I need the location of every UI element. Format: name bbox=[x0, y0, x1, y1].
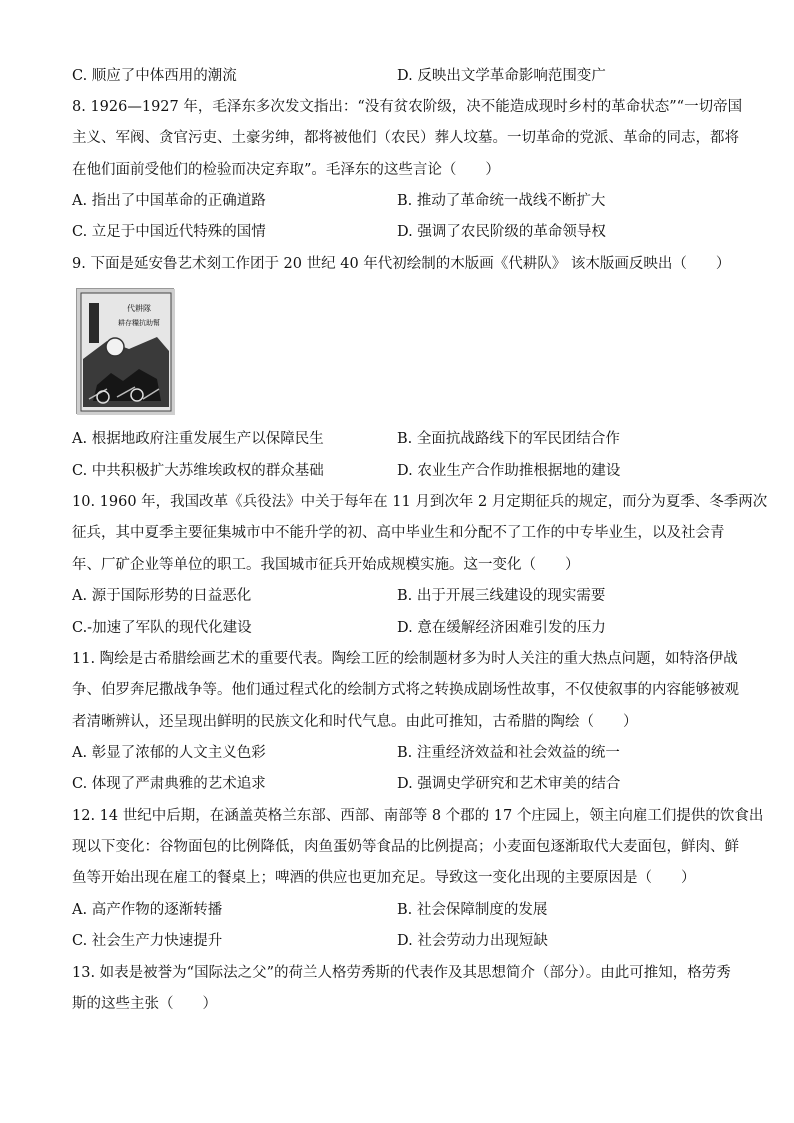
q11-stem-line-1: 11. 陶绘是古希腊绘画艺术的重要代表。陶绘工匠的绘制题材多为时人关注的重大热点问题，如特洛伊战 bbox=[72, 651, 738, 667]
q10-stem-line-3: 年、厂矿企业等单位的职工。我国城市征兵开始成规模实施。这一变化（ ） bbox=[72, 557, 580, 573]
q11-option-d: D. 强调史学研究和艺术审美的结合 bbox=[397, 776, 621, 792]
q10-option-b: B. 出于开展三线建设的现实需要 bbox=[397, 588, 606, 604]
q8-stem-line-1: 8. 1926—1927 年，毛泽东多次发文指出：“没有贫农阶级，决不能造成现时乡村的革命状态”“一切帝国 bbox=[72, 99, 743, 115]
q8-option-c: C. 立足于中国近代特殊的国情 bbox=[72, 224, 266, 240]
q11-stem-line-3: 者清晰辨认，还呈现出鲜明的民族文化和时代气息。由此可推知，古希腊的陶绘（ ） bbox=[72, 714, 638, 730]
q8-stem-line-2: 主义、军阀、贪官污吏、土豪劣绅，都将被他们（农民）葬人坟墓。一切革命的党派、革命的同志，都将 bbox=[72, 130, 739, 146]
q12-option-d: D. 社会劳动力出现短缺 bbox=[397, 933, 548, 949]
q8-option-a: A. 指出了中国革命的正确道路 bbox=[72, 193, 266, 209]
q10-stem-line-1: 10. 1960 年，我国改革《兵役法》中关于每年在 11 月到次年 2 月定期征兵的规定，而分为夏季、冬季两次 bbox=[72, 494, 768, 510]
q7-option-d: D. 反映出文学革命影响范围变广 bbox=[397, 68, 606, 84]
q12-stem-line-2: 现以下变化：谷物面包的比例降低，肉鱼蛋奶等食品的比例提高；小麦面包逐渐取代大麦面包，鲜肉、鲜 bbox=[72, 839, 739, 855]
q10-option-d: D. 意在缓解经济困难引发的压力 bbox=[397, 620, 606, 636]
q13-stem-line-2: 斯的这些主张（ ） bbox=[72, 996, 217, 1012]
woodcut-title: 代耕隊 bbox=[127, 304, 151, 313]
q11-option-b: B. 注重经济效益和社会效益的统一 bbox=[397, 745, 620, 761]
q11-option-a: A. 彰显了浓郁的人文主义色彩 bbox=[72, 745, 266, 761]
q12-option-b: B. 社会保障制度的发展 bbox=[397, 902, 548, 918]
q9-option-d: D. 农业生产合作助推根据地的建设 bbox=[397, 463, 621, 479]
q9-option-b: B. 全面抗战路线下的军民团结合作 bbox=[397, 431, 620, 447]
q10-option-a: A. 源于国际形势的日益恶化 bbox=[72, 588, 252, 604]
q9-option-c: C. 中共积极扩大苏维埃政权的群众基础 bbox=[72, 463, 324, 479]
q11-option-c: C. 体现了严肃典雅的艺术追求 bbox=[72, 776, 266, 792]
q12-option-a: A. 高产作物的逐渐转播 bbox=[72, 902, 223, 918]
q12-stem-line-1: 12. 14 世纪中后期，在涵盖英格兰东部、西部、南部等 8 个郡的 17 个庄园上，领主向雇工们提供的饮食出 bbox=[72, 808, 764, 824]
woodcut-image bbox=[76, 288, 174, 414]
q10-stem-line-2: 征兵，其中夏季主要征集城市中不能升学的初、高中毕业生和分配不了工作的中专毕业生，以及社会青 bbox=[72, 525, 725, 541]
woodcut-subtitle: 耕存糧抗助幫 bbox=[118, 319, 160, 327]
q12-option-c: C. 社会生产力快速提升 bbox=[72, 933, 223, 949]
q8-option-d: D. 强调了农民阶级的革命领导权 bbox=[397, 224, 606, 240]
q12-stem-line-3: 鱼等开始出现在雇工的餐桌上；啤酒的供应也更加充足。导致这一变化出现的主要原因是（ ） bbox=[72, 870, 696, 886]
q9-option-a: A. 根据地政府注重发展生产以保障民生 bbox=[72, 431, 324, 447]
q10-option-c: C.-加速了军队的现代化建设 bbox=[72, 620, 252, 636]
q8-option-b: B. 推动了革命统一战线不断扩大 bbox=[397, 193, 606, 209]
q11-stem-line-2: 争、伯罗奔尼撒战争等。他们通过程式化的绘制方式将之转换成剧场性故事，不仅使叙事的内容能够被观 bbox=[72, 682, 739, 698]
q9-stem-line-1: 9. 下面是延安鲁艺术刻工作团于 20 世纪 40 年代初绘制的木版画《代耕队》 该木版画反映出（ ） bbox=[72, 256, 731, 272]
q8-stem-line-3: 在他们面前受他们的检验而决定弃取”。毛泽东的这些言论（ ） bbox=[72, 162, 500, 178]
q13-stem-line-1: 13. 如表是被誉为“国际法之父”的荷兰人格劳秀斯的代表作及其思想简介（部分）。由此可推知，格劳秀 bbox=[72, 965, 731, 981]
q7-option-c: C. 顺应了中体西用的潮流 bbox=[72, 68, 237, 84]
